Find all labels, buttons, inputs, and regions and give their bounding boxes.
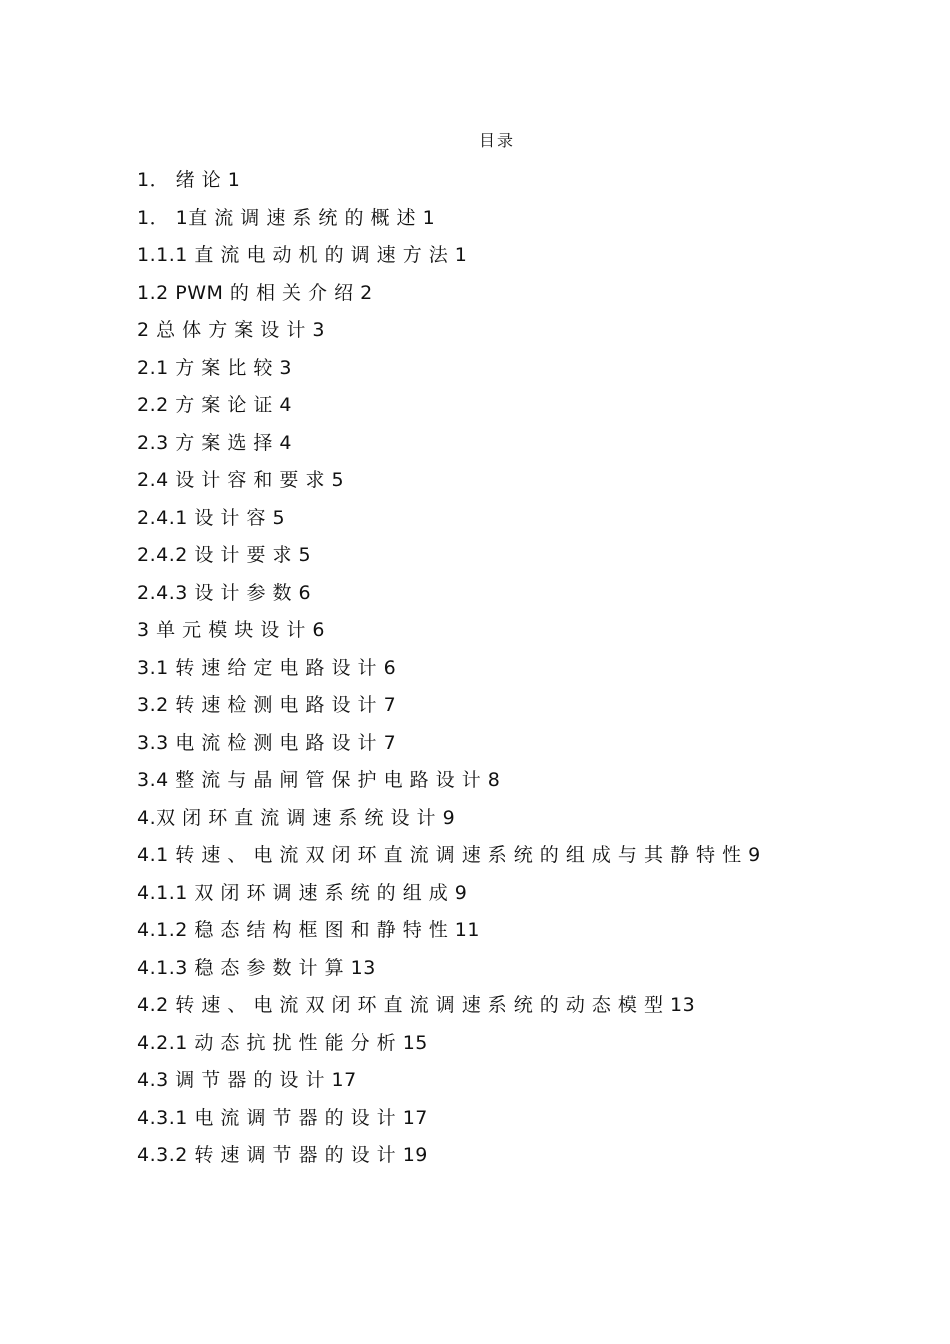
- toc-entry[interactable]: 4.1.1 双 闭 环 调 速 系 统 的 组 成 9: [137, 881, 468, 904]
- toc-entry[interactable]: 1.1.1 直 流 电 动 机 的 调 速 方 法 1: [137, 244, 468, 266]
- toc-entry[interactable]: 4.双 闭 环 直 流 调 速 系 统 设 计 9: [137, 806, 456, 829]
- toc-entry[interactable]: 1.2 PWM 的 相 关 介 绍 2: [137, 281, 373, 304]
- toc-entry[interactable]: 4.1.3 稳 态 参 数 计 算 13: [137, 956, 376, 979]
- toc-entry[interactable]: 4.2.1 动 态 抗 扰 性 能 分 析 15: [137, 1031, 428, 1054]
- toc-entry[interactable]: 2.4.1 设 计 容 5: [137, 506, 286, 529]
- toc-entry[interactable]: 4.1 转 速 、 电 流 双 闭 环 直 流 调 速 系 统 的 组 成 与 其 静 特 性 9: [137, 844, 761, 866]
- toc-entry[interactable]: 4.2 转 速 、 电 流 双 闭 环 直 流 调 速 系 统 的 动 态 模 型 13: [137, 994, 696, 1016]
- toc-entry[interactable]: 3.4 整 流 与 晶 闸 管 保 护 电 路 设 计 8: [137, 769, 501, 791]
- toc-entry[interactable]: 2.4.3 设 计 参 数 6: [137, 581, 312, 604]
- toc-entry[interactable]: 2.4 设 计 容 和 要 求 5: [137, 469, 345, 491]
- toc-entry[interactable]: 3.2 转 速 检 测 电 路 设 计 7: [137, 694, 397, 716]
- toc-entry[interactable]: 4.3 调 节 器 的 设 计 17: [137, 1069, 357, 1091]
- toc-entry[interactable]: 4.1.2 稳 态 结 构 框 图 和 静 特 性 11: [137, 919, 480, 941]
- toc-entry[interactable]: 2.2 方 案 论 证 4: [137, 394, 293, 416]
- toc-entry[interactable]: 2.4.2 设 计 要 求 5: [137, 544, 312, 566]
- toc-entry[interactable]: 3.1 转 速 给 定 电 路 设 计 6: [137, 656, 397, 679]
- toc-entry[interactable]: 4.3.2 转 速 调 节 器 的 设 计 19: [137, 1144, 428, 1166]
- toc-entry[interactable]: 2 总 体 方 案 设 计 3: [137, 319, 325, 341]
- toc-entry[interactable]: 2.3 方 案 选 择 4: [137, 431, 293, 454]
- toc-list: [137, 166, 843, 1179]
- toc-entry[interactable]: 3.3 电 流 检 测 电 路 设 计 7: [137, 731, 397, 754]
- toc-entry[interactable]: 4.3.1 电 流 调 节 器 的 设 计 17: [137, 1106, 428, 1129]
- toc-entry[interactable]: 3 单 元 模 块 设 计 6: [137, 619, 325, 641]
- toc-entry[interactable]: 1． 绪 论 1: [137, 169, 241, 191]
- toc-title: 目录: [478, 131, 515, 150]
- toc-entry[interactable]: 1． 1直 流 调 速 系 统 的 概 述 1: [137, 206, 436, 229]
- toc-entry[interactable]: 2.1 方 案 比 较 3: [137, 356, 293, 379]
